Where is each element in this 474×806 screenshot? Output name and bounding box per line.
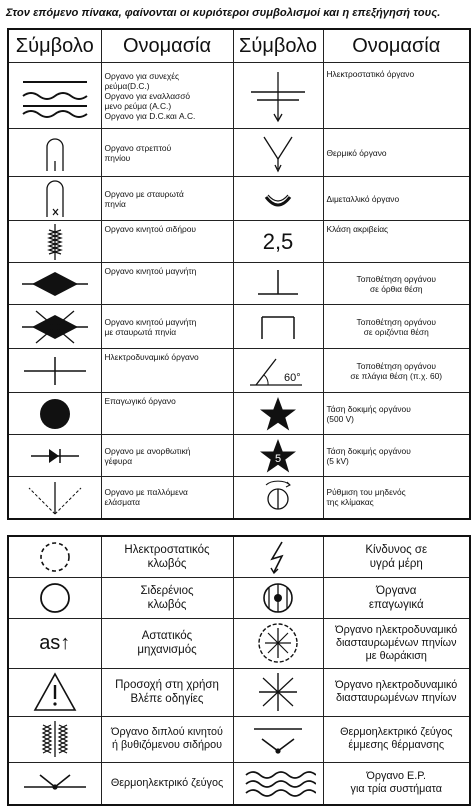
- name-line: Οργανο κινητού μαγνήτη: [104, 316, 197, 327]
- accuracy-class-value: 2,5: [262, 228, 294, 254]
- vertical-position-symbol: [233, 263, 323, 305]
- electrodynamic-symbol: [8, 349, 101, 393]
- row-name: [101, 349, 233, 393]
- row-name: [323, 618, 470, 668]
- name-line: Όργανο ηλεκτροδυναμικό: [335, 679, 458, 691]
- name-line: Διμεταλλικό όργανο: [326, 193, 400, 204]
- name-line: σε πλάγια θέση (π.χ. 60): [350, 370, 443, 381]
- row-name: [323, 221, 470, 263]
- row-name: [323, 263, 470, 305]
- name-line: πηνίου: [104, 152, 131, 163]
- name-line: Θερμοηλεκτρικό ζεύγος: [340, 726, 453, 738]
- table-row: [8, 177, 470, 221]
- symbols-table-top: [7, 28, 471, 520]
- name-line: μηχανισμός: [137, 644, 197, 656]
- name-line: Όργανο ηλεκτροδυναμικό: [335, 623, 458, 636]
- induction-symbol: [8, 393, 101, 435]
- indirect-thermocouple-icon: [233, 716, 323, 762]
- name-line: Οργανο με παλλόμενα: [104, 487, 188, 498]
- row-name: [323, 305, 470, 349]
- name-line: Όργανα: [376, 584, 417, 597]
- name-line: Όργανο Ε.Ρ.: [366, 770, 427, 783]
- electrostatic-symbol: [233, 63, 323, 129]
- row-name: [101, 668, 233, 716]
- name-line: με σταυρωτά πηνία: [104, 326, 177, 337]
- name-line: κλωβός: [147, 598, 187, 611]
- thermocouple-icon: [8, 762, 101, 805]
- name-line: διασταυρωμένων πηνίων: [336, 636, 457, 649]
- astatic-mechanism-symbol: [8, 618, 101, 668]
- row-name: [323, 63, 470, 129]
- table-row: [8, 668, 470, 716]
- row-name: [101, 577, 233, 618]
- row-name: [101, 716, 233, 762]
- row-name: [101, 435, 233, 477]
- crossed-coils-symbol: [8, 177, 101, 221]
- header-symbol-2: Σύμβολο: [233, 29, 323, 63]
- row-name: [323, 577, 470, 618]
- header-symbol: Σύμβολο: [8, 29, 101, 63]
- header-name: Ονομασία: [101, 29, 233, 63]
- zero-adjust-symbol: [233, 477, 323, 519]
- star-label: 5: [274, 452, 282, 465]
- shielded-crossed-coils-icon: [233, 618, 323, 668]
- rectifier-symbol: [8, 435, 101, 477]
- moving-magnet-symbol: [8, 263, 101, 305]
- table-row: [8, 63, 470, 129]
- name-line: Τάση δοκιμής οργάνου: [326, 445, 411, 456]
- name-line: Οργανο κινητού μαγνήτη: [104, 266, 197, 276]
- table-row: [8, 221, 470, 263]
- page-heading: Στον επόμενο πίνακα, φαίνονται οι κυριότεροι συμβολισμοί και η επεξήγησή τους.: [6, 7, 441, 19]
- crossed-coils-icon: [233, 668, 323, 716]
- induction-instrument-icon: [233, 577, 323, 618]
- name-line: της κλίμακας: [326, 497, 374, 508]
- table-row: [8, 577, 470, 618]
- row-name: [323, 477, 470, 519]
- name-line: πηνία: [104, 198, 126, 209]
- row-name: [101, 129, 233, 177]
- name-line: κλωβός: [147, 557, 187, 570]
- table-row: [8, 263, 470, 305]
- three-phase-waves-icon: [233, 762, 323, 805]
- row-name: [101, 762, 233, 805]
- name-line: Κλάση ακριβείας: [326, 224, 389, 234]
- name-line: Θερμικό όργανο: [326, 147, 387, 158]
- name-line: γέφυρα: [104, 455, 133, 466]
- lightning-icon: [233, 536, 323, 577]
- moving-magnet-crossed-symbol: [8, 305, 101, 349]
- name-line: Θερμοηλεκτρικό ζεύγος: [110, 777, 224, 790]
- name-line: (5 kV): [326, 455, 349, 466]
- name-line: έμμεσης θέρμανσης: [348, 739, 445, 751]
- table-row: [8, 435, 470, 477]
- row-name: [101, 263, 233, 305]
- name-line: Αστατικός: [141, 630, 193, 642]
- ac-dc-waves-symbol: [8, 63, 101, 129]
- row-name: [101, 393, 233, 435]
- rotating-coil-symbol: [8, 129, 101, 177]
- name-line: Οργανο στρεπτού: [104, 142, 172, 153]
- name-line: Ηλεκτροστατικός: [124, 543, 210, 556]
- table-row: [8, 762, 470, 805]
- name-line: Βλέπε οδηγίες: [130, 693, 204, 705]
- name-line: Οργανο για D.C.και A.C.: [104, 110, 196, 121]
- table-row: [8, 477, 470, 519]
- name-line: Τοποθέτηση οργάνου: [356, 316, 436, 327]
- name-line: σε όρθια θέση: [369, 283, 423, 294]
- header-name-2: Ονομασία: [323, 29, 470, 63]
- name-line: Οργανο με σταυρωτά: [104, 188, 184, 199]
- name-line: Ηλεκτροστατικό όργανο: [326, 69, 415, 79]
- moving-iron-symbol: [8, 221, 101, 263]
- name-line: Προσοχή στη χρήση: [115, 679, 219, 691]
- table-header-row: [8, 29, 470, 63]
- name-line: υγρά μέρη: [369, 557, 423, 570]
- name-line: Τοποθέτηση οργάνου: [356, 273, 436, 284]
- name-line: ελάσματα: [104, 497, 141, 508]
- row-name: [323, 435, 470, 477]
- row-name: [101, 618, 233, 668]
- table-row: [8, 129, 470, 177]
- name-line: Επαγωγικό όργανο: [104, 396, 176, 406]
- name-line: Οργανο για εναλλασσό: [104, 90, 191, 101]
- name-line: Όργανο διπλού κινητού: [111, 726, 223, 738]
- name-line: Οργανο για συνεχές: [104, 70, 180, 81]
- name-line: Τοποθέτηση οργάνου: [356, 360, 436, 371]
- astatic-label: as↑: [39, 631, 71, 654]
- table-row: [8, 536, 470, 577]
- test-voltage-star-5: [233, 435, 323, 477]
- name-line: (500 V): [326, 413, 354, 424]
- warning-triangle-icon: [8, 668, 101, 716]
- row-name: [323, 668, 470, 716]
- row-name: [101, 63, 233, 129]
- name-line: επαγωγικά: [368, 598, 424, 611]
- table-row: [8, 618, 470, 668]
- name-line: διασταυρωμένων πηνίων: [336, 692, 457, 704]
- row-name: [323, 177, 470, 221]
- table-row: [8, 716, 470, 762]
- symbols-table-bottom: [7, 535, 471, 806]
- dashed-circle-icon: [8, 536, 101, 577]
- row-name: [323, 129, 470, 177]
- name-line: Κίνδυνος σε: [365, 543, 428, 556]
- name-line: Σιδερένιος: [140, 584, 194, 597]
- name-line: σε οριζόντια θέση: [363, 326, 429, 337]
- name-line: Τάση δοκιμής οργάνου: [326, 403, 411, 414]
- bimetal-symbol: [233, 177, 323, 221]
- name-line: Ηλεκτροδυναμικό όργανο: [104, 352, 199, 362]
- table-row: [8, 305, 470, 349]
- vibrating-reed-symbol: [8, 477, 101, 519]
- row-name: [323, 393, 470, 435]
- row-name: [101, 305, 233, 349]
- horizontal-position-symbol: [233, 305, 323, 349]
- row-name: [323, 716, 470, 762]
- row-name: [323, 349, 470, 393]
- name-line: για τρία συστήματα: [350, 783, 442, 796]
- name-line: Οργανο κινητού σιδήρου: [104, 224, 196, 234]
- table-row: [8, 349, 470, 393]
- name-line: Ρύθμιση του μηδενός: [326, 487, 406, 498]
- name-line: μενο ρεύμα (A.C.): [104, 100, 172, 111]
- name-line: με θωράκιση: [365, 649, 427, 662]
- row-name: [323, 536, 470, 577]
- angle-label: 60°: [284, 371, 301, 384]
- name-line: Οργανο με ανορθωτική: [104, 445, 191, 456]
- name-line: ρεύμα(D.C.): [104, 80, 150, 91]
- inclined-position-symbol: [233, 349, 323, 393]
- circle-icon: [8, 577, 101, 618]
- row-name: [101, 221, 233, 263]
- row-name: [101, 536, 233, 577]
- row-name: [323, 762, 470, 805]
- double-moving-iron-icon: [8, 716, 101, 762]
- name-line: ή βυθιζόμενου σιδήρου: [111, 739, 223, 751]
- thermal-symbol: [233, 129, 323, 177]
- row-name: [101, 477, 233, 519]
- accuracy-class-symbol: [233, 221, 323, 263]
- row-name: [101, 177, 233, 221]
- test-voltage-star: [233, 393, 323, 435]
- table-row: [8, 393, 470, 435]
